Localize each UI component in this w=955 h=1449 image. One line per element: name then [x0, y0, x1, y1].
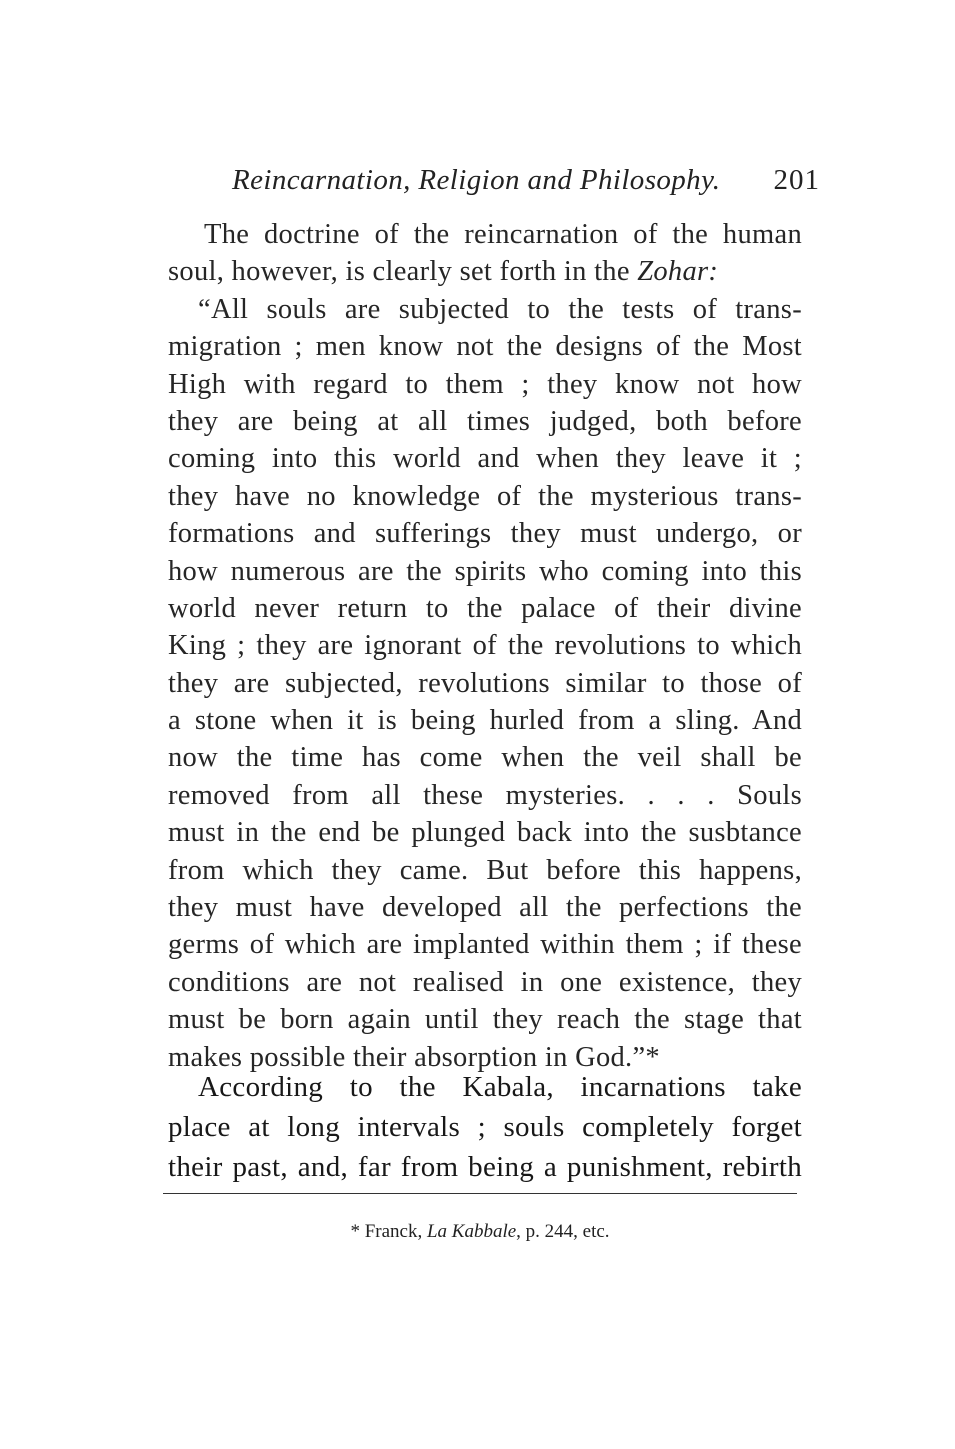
text-line: “All souls are subjected to the tests of trans-	[198, 293, 802, 325]
text-line: they have no knowledge of the mysterious trans-	[168, 480, 802, 512]
footnote-title: La Kabbale	[426, 1221, 517, 1242]
footnote-marker: * Franck,	[350, 1221, 427, 1242]
text-line: coming into this world and when they leave it ;	[168, 443, 802, 475]
text-line: migration ; men know not the designs of the Most	[168, 331, 802, 363]
text-line: The doctrine of the reincarnation of the human	[204, 219, 802, 250]
continuation-text	[168, 1067, 802, 1187]
text-line: According to the Kabala, incarnations take	[198, 1071, 802, 1103]
page-number: 201	[773, 164, 820, 196]
text-line: conditions are not realised in one existence, they	[168, 966, 802, 998]
text-line: world never return to the palace of their divine	[168, 592, 802, 624]
text-line: makes possible their absorption in God.”*	[168, 1041, 660, 1073]
footnote-rest: , p. 244, etc.	[516, 1221, 610, 1242]
text-line: High with regard to them ; they know not how	[168, 368, 802, 400]
text-line: their past, and, far from being a punishment, rebirth	[168, 1151, 802, 1183]
book-title-zohar: Zohar:	[637, 256, 719, 288]
text-line: removed from all these mysteries. . . . Souls	[168, 779, 802, 811]
text-line: must in the end be plunged back into the susbtance	[168, 817, 802, 849]
text-line: how numerous are the spirits who coming into this	[168, 555, 802, 587]
text-line-content: soul, however, is clearly set forth in the	[168, 256, 638, 288]
running-head	[232, 160, 820, 200]
text-line	[168, 253, 802, 290]
text-line: now the time has come when the veil shall be	[168, 742, 802, 774]
text-line: they must have developed all the perfections the	[168, 892, 802, 924]
text-line: place at long intervals ; souls completely forget	[168, 1111, 802, 1143]
text-line: from which they came. But before this happens,	[168, 854, 802, 886]
text-line: must be born again until they reach the stage that	[168, 1004, 802, 1036]
text-line: a stone when it is being hurled from a sling. And	[168, 705, 802, 737]
text-line: they are subjected, revolutions similar to those of	[168, 667, 802, 699]
text-line: formations and sufferings they must undergo, or	[168, 518, 802, 550]
text-line: they are being at all times judged, both before	[168, 405, 802, 437]
text-line: germs of which are implanted within them ; if these	[168, 929, 802, 961]
footnote-divider	[163, 1193, 797, 1194]
running-title: Reincarnation, Religion and Philosophy.	[232, 164, 721, 196]
text-line: King ; they are ignorant of the revolutions to which	[168, 630, 802, 662]
main-text	[168, 216, 802, 1076]
footnote	[163, 1218, 797, 1246]
